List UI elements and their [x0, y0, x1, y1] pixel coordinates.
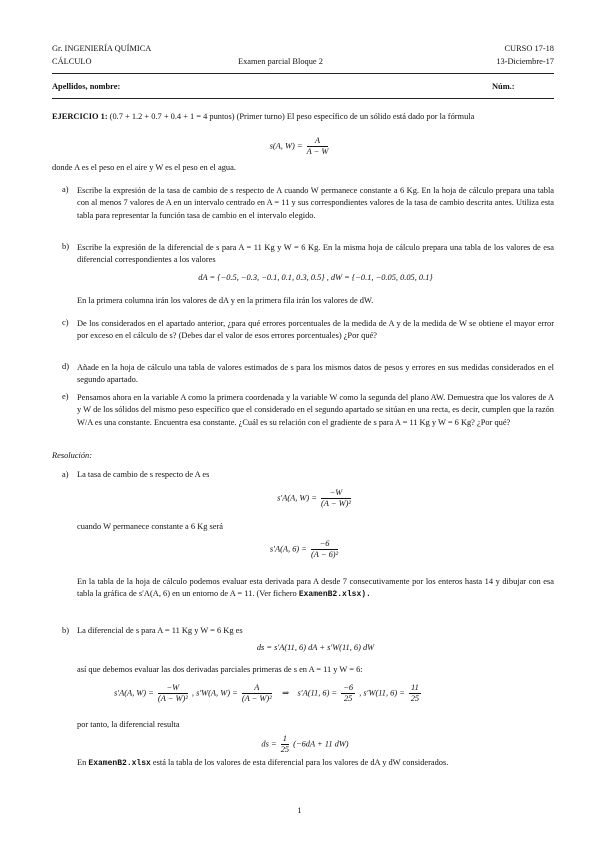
res-b-eq2-c-num: −6	[343, 683, 354, 692]
item-c-label: c)	[62, 318, 69, 327]
res-b-eq3-den: 25	[280, 745, 290, 754]
res-a-intro: La tasa de cambio de s respecto de A es	[77, 470, 210, 479]
item-a-label: a)	[62, 185, 69, 194]
res-a-eq1	[240, 488, 390, 509]
header-course: CURSO 17-18	[504, 44, 554, 53]
res-a-eq2-lhs: s′A(A, 6) =	[269, 544, 307, 554]
res-b-eq1: ds = s′A(11, 6) dA + s′W(11, 6) dW	[256, 643, 375, 652]
res-b-eq2	[114, 683, 423, 704]
res-b-eq2-b-num: A	[242, 683, 272, 694]
res-a-file: ExamenB2.xlsx).	[298, 590, 371, 600]
exercise-intro-text: (0.7 + 1.2 + 0.7 + 0.4 + 1 = 4 puntos) (Primer turno) El peso específico de un sólido está dado por la fórmula	[109, 112, 475, 121]
res-b-intro: La diferencial de s para A = 11 Kg y W = 6 Kg es	[77, 626, 243, 635]
header-subject: CÁLCULO	[52, 57, 92, 66]
res-b-eq2-d-den: 25	[410, 694, 420, 703]
res-b-eq2-c: s′A(11, 6) =	[297, 688, 338, 698]
header-date: 13-Diciembre-17	[496, 57, 554, 66]
res-b-eq2-d-num: 11	[411, 683, 419, 692]
res-b-label: b)	[62, 626, 69, 635]
header-institution: Gr. INGENIERÍA QUÍMICA	[52, 44, 152, 53]
header-rule-top	[52, 73, 554, 74]
formula-denominator: A − W	[306, 147, 329, 156]
formula-s	[250, 136, 350, 157]
res-b-eq2-c-frac	[341, 683, 355, 704]
res-a-eq1-lhs: s′A(A, W) =	[277, 493, 317, 503]
res-b-eq3-rhs: (−6dA + 11 dW)	[293, 739, 349, 749]
formula-lhs: s(A, W) =	[269, 141, 303, 151]
res-b-final	[77, 758, 448, 768]
res-b-eq2-b-den: (A − W)²	[241, 694, 272, 703]
res-a-eq1-den: (A − W)²	[321, 499, 351, 508]
item-d-label: d)	[62, 362, 69, 371]
implies-arrow: ⇒	[282, 688, 290, 698]
item-b-after: En la primera columna irán los valores de dA y en la primera fila irán los valores de dW.	[77, 296, 374, 305]
res-a-text-body: En la tabla de la hoja de cálculo podemos evaluar esta derivada para A desde 7 consecutivamente por los enteros hasta 14 y dibujar con esa tabla la gráfica de s′A(A, 6) en un entorno de A = 11. (Ver fichero	[77, 577, 554, 599]
res-b-eq3-num: 1	[281, 734, 289, 745]
res-b-eq2-d: , s′W(11, 6) =	[359, 688, 405, 698]
item-a-text: Escribe la expresión de la tasa de cambio de s respecto de A cuando W permanece constante a 6 Kg. En la hoja de cálculo prepara una tabla con al menos 7 valores de A en un intervalo centrado en A = 11 y sus correspondientes valores de la tasa de cambio descrita antes. Utiliza esta tabla para representar la función tasa de cambio en el intervalo elegido.	[77, 186, 554, 220]
item-d-text: Añade en la hoja de cálculo una tabla de valores estimados de s para los mismos datos de pesos y errores en sus medidas considerados en el segundo apartado.	[77, 363, 554, 385]
header-rule-bottom	[52, 98, 554, 99]
res-b-eq2-a-den: (A − W)²	[157, 694, 188, 703]
item-e-label: e)	[62, 392, 69, 401]
res-b-eq2-d-frac	[409, 683, 421, 704]
res-b-final-pre: En	[77, 758, 89, 767]
formula-numerator: A	[307, 136, 329, 147]
res-b-eq2-a-num: −W	[158, 683, 188, 694]
res-a-eq1-frac	[321, 488, 351, 509]
item-b-label: b)	[62, 242, 69, 251]
res-a-eq2	[245, 539, 365, 560]
res-a-label: a)	[62, 470, 69, 479]
res-b-eq2-a: s′A(A, W) =	[114, 688, 154, 698]
res-b-final-file: ExamenB2.xlsx	[88, 759, 151, 768]
resolution-title: Resolución:	[52, 451, 93, 460]
res-b-eq3-lhs: ds =	[261, 739, 277, 749]
res-b-eq2-c-den: 25	[343, 694, 353, 703]
exercise-title: EJERCICIO 1:	[52, 112, 108, 121]
res-b-eq2-b: , s′W(A, W) =	[191, 688, 238, 698]
res-a-eq2-num: −6	[311, 539, 338, 550]
res-a-eq2-den: (A − 6)²	[311, 550, 339, 559]
item-e-text: Pensamos ahora en la variable A como la primera coordenada y la variable W como la segunda del plano AW. Demuestra que los valores de A y W de los sólidos del mismo peso específico que el considerado en el segundo apartado se sitúan en una recta, es decir, cumplen que la razón W/A es una constante. Encuentra esa constante. ¿Cuál es su relación con el gradiente de s para A = 11 Kg y W = 6 Kg? ¿Por qué?	[77, 393, 554, 427]
res-b-eq3	[240, 734, 370, 755]
res-a-mid: cuando W permanece constante a 6 Kg será	[77, 522, 223, 531]
res-a-eq2-frac	[311, 539, 338, 560]
name-label: Apellidos, nombre:	[52, 82, 121, 91]
exercise-intro	[52, 111, 554, 123]
res-b-final-text: está la tabla de los valores de esta diferencial para los valores de dA y dW considerados.	[150, 758, 449, 767]
item-b-values: dA = {−0.5, −0.3, −0.1, 0.1, 0.3, 0.5} , dW = {−0.1, −0.05, 0.05, 0.1}	[198, 273, 433, 282]
res-b-mid: así que debemos evaluar las dos derivadas parciales primeras de s en A = 11 y W = 6:	[77, 665, 363, 674]
header-exam-title: Examen parcial Bloque 2	[238, 57, 323, 66]
res-b-tanto: por tanto, la diferencial resulta	[77, 720, 180, 729]
number-label: Núm.:	[492, 82, 515, 91]
exercise-where: donde A es el peso en el aire y W es el peso en el agua.	[52, 163, 236, 172]
res-b-eq2-b-frac	[242, 683, 272, 704]
page-number: 1	[297, 806, 302, 815]
res-a-eq1-num: −W	[321, 488, 351, 499]
res-b-eq3-frac	[281, 734, 289, 755]
formula-fraction	[307, 136, 329, 157]
item-b-text: Escribe la expresión de la diferencial de s para A = 11 Kg y W = 6 Kg. En la misma hoja de cálculo prepara una tabla de los valores de esa diferencial correspondientes a los valores	[77, 243, 554, 265]
res-a-text	[77, 576, 554, 602]
res-b-eq2-a-frac	[158, 683, 188, 704]
item-c-text: De los considerados en el apartado anterior, ¿para qué errores porcentuales de la medida de A y de la medida de W se obtiene el mayor error por exceso en el cálculo de s? (Debes dar el valor de esos errores porcentuales) ¿Por qué?	[77, 319, 554, 341]
